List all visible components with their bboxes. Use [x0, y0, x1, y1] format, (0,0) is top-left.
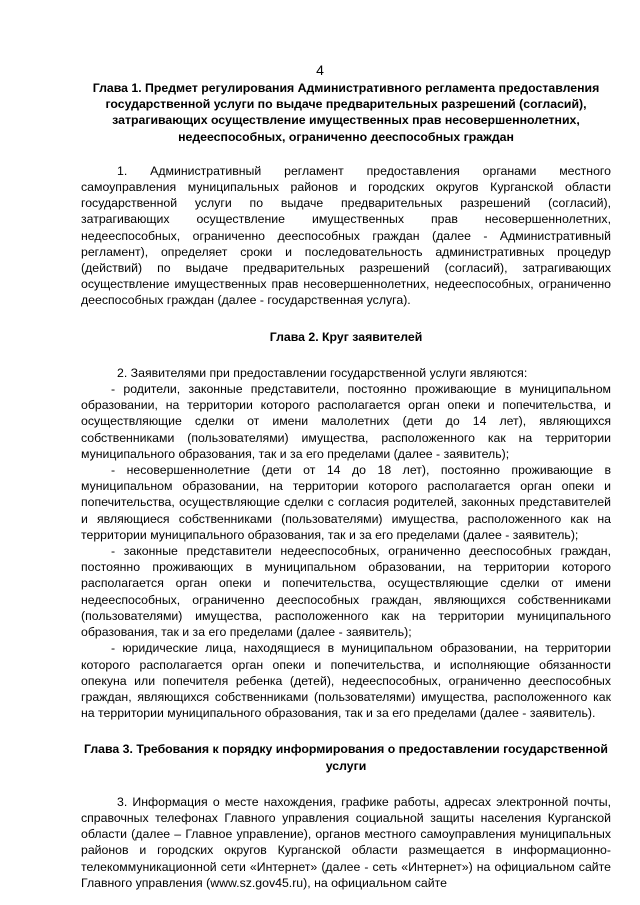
chapter2-heading: Глава 2. Круг заявителей — [269, 329, 423, 344]
applicant-item-2: - несовершеннолетние (дети от 14 до 18 лет), постоянно проживающие в муниципальном образовании, на территории которого располагается орган опеки и попечительства, осуществляющие сделки с согласия родителей, законных представителей и являющиеся собственниками (пользователями) имущества, расположенного как на территории муниципального образования, так и за его пределами (далее - заявитель); — [81, 463, 611, 542]
applicant-item-3: - законные представители недееспособных, ограниченно дееспособных граждан, постоянно проживающих в муниципальном образовании, на территории которого располагается орган опеки и попечительства, осуществляющие сделки от имени недееспособных, ограниченно дееспособных граждан, являющихся собственниками (пользователями) имущества, расположенного как на территории муниципального образования, так и за его пределами (далее - заявитель); — [81, 544, 611, 640]
paragraph-3: 3. Информация о месте нахождения, графике работы, адресах электронной почты, справочных телефонах Главного управления социальной защиты населения Курганской области (далее – Главное управление), органов местного самоуправления муниципальных районов и городских округов Курганской области размещается в информационно-телекоммуникационной сети «Интернет» (далее - сеть «Интернет») на официальном сайте Главного управления (www.sz.gov45.ru), на официальном сайте — [81, 794, 611, 890]
chapter3-heading: Глава 3. Требования к порядку информирования о предоставлении государственной услуги — [84, 742, 608, 773]
applicant-item-4: - юридические лица, находящиеся в муниципальном образовании, на территории которого располагается орган опеки и попечительства, и исполняющие обязанности опекуна или попечителя ребенка (детей), недееспособных, ограниченно дееспособных граждан, являющихся собственниками (пользователями) имущества, расположенного как на территории муниципального образования, так и за его пределами (далее - заявитель). — [81, 641, 611, 721]
chapter1-heading: Глава 1. Предмет регулирования Административного регламента предоставления государственной услуги по выдаче предварительных разрешений (согласий), затрагивающих осуществление имущественных прав несовершеннолетних, недееспособных, ограниченно дееспособных граждан — [92, 81, 600, 144]
page-number: 4 — [316, 62, 324, 78]
paragraph-2: 2. Заявителями при предоставлении государственной услуги являются: — [117, 365, 528, 380]
document-body — [81, 80, 611, 891]
applicant-item-1: - родители, законные представители, постоянно проживающие в муниципальном образовании, на территории которого располагается орган опеки и попечительства, и осуществляющие сделки от имени малолетних (дети до 14 лет), являющихся собственниками (пользователями) имущества, расположенного как на территории муниципального образования, так и за его пределами (далее - заявитель); — [81, 382, 611, 461]
paragraph-1: 1. Административный регламент предоставления органами местного самоуправления муниципальных районов и городских округов Курганской области государственной услуги по выдаче предварительных разрешений (согласий), затрагивающих осуществление имущественных прав несовершеннолетних, недееспособных, ограниченно дееспособных граждан (далее - Административный регламент), определяет сроки и последовательность административных процедур (действий) по выдаче предварительных разрешений (согласий), затрагивающих осуществление имущественных прав несовершеннолетних, недееспособных, ограниченно дееспособных граждан (далее - государственная услуга). — [81, 163, 611, 308]
